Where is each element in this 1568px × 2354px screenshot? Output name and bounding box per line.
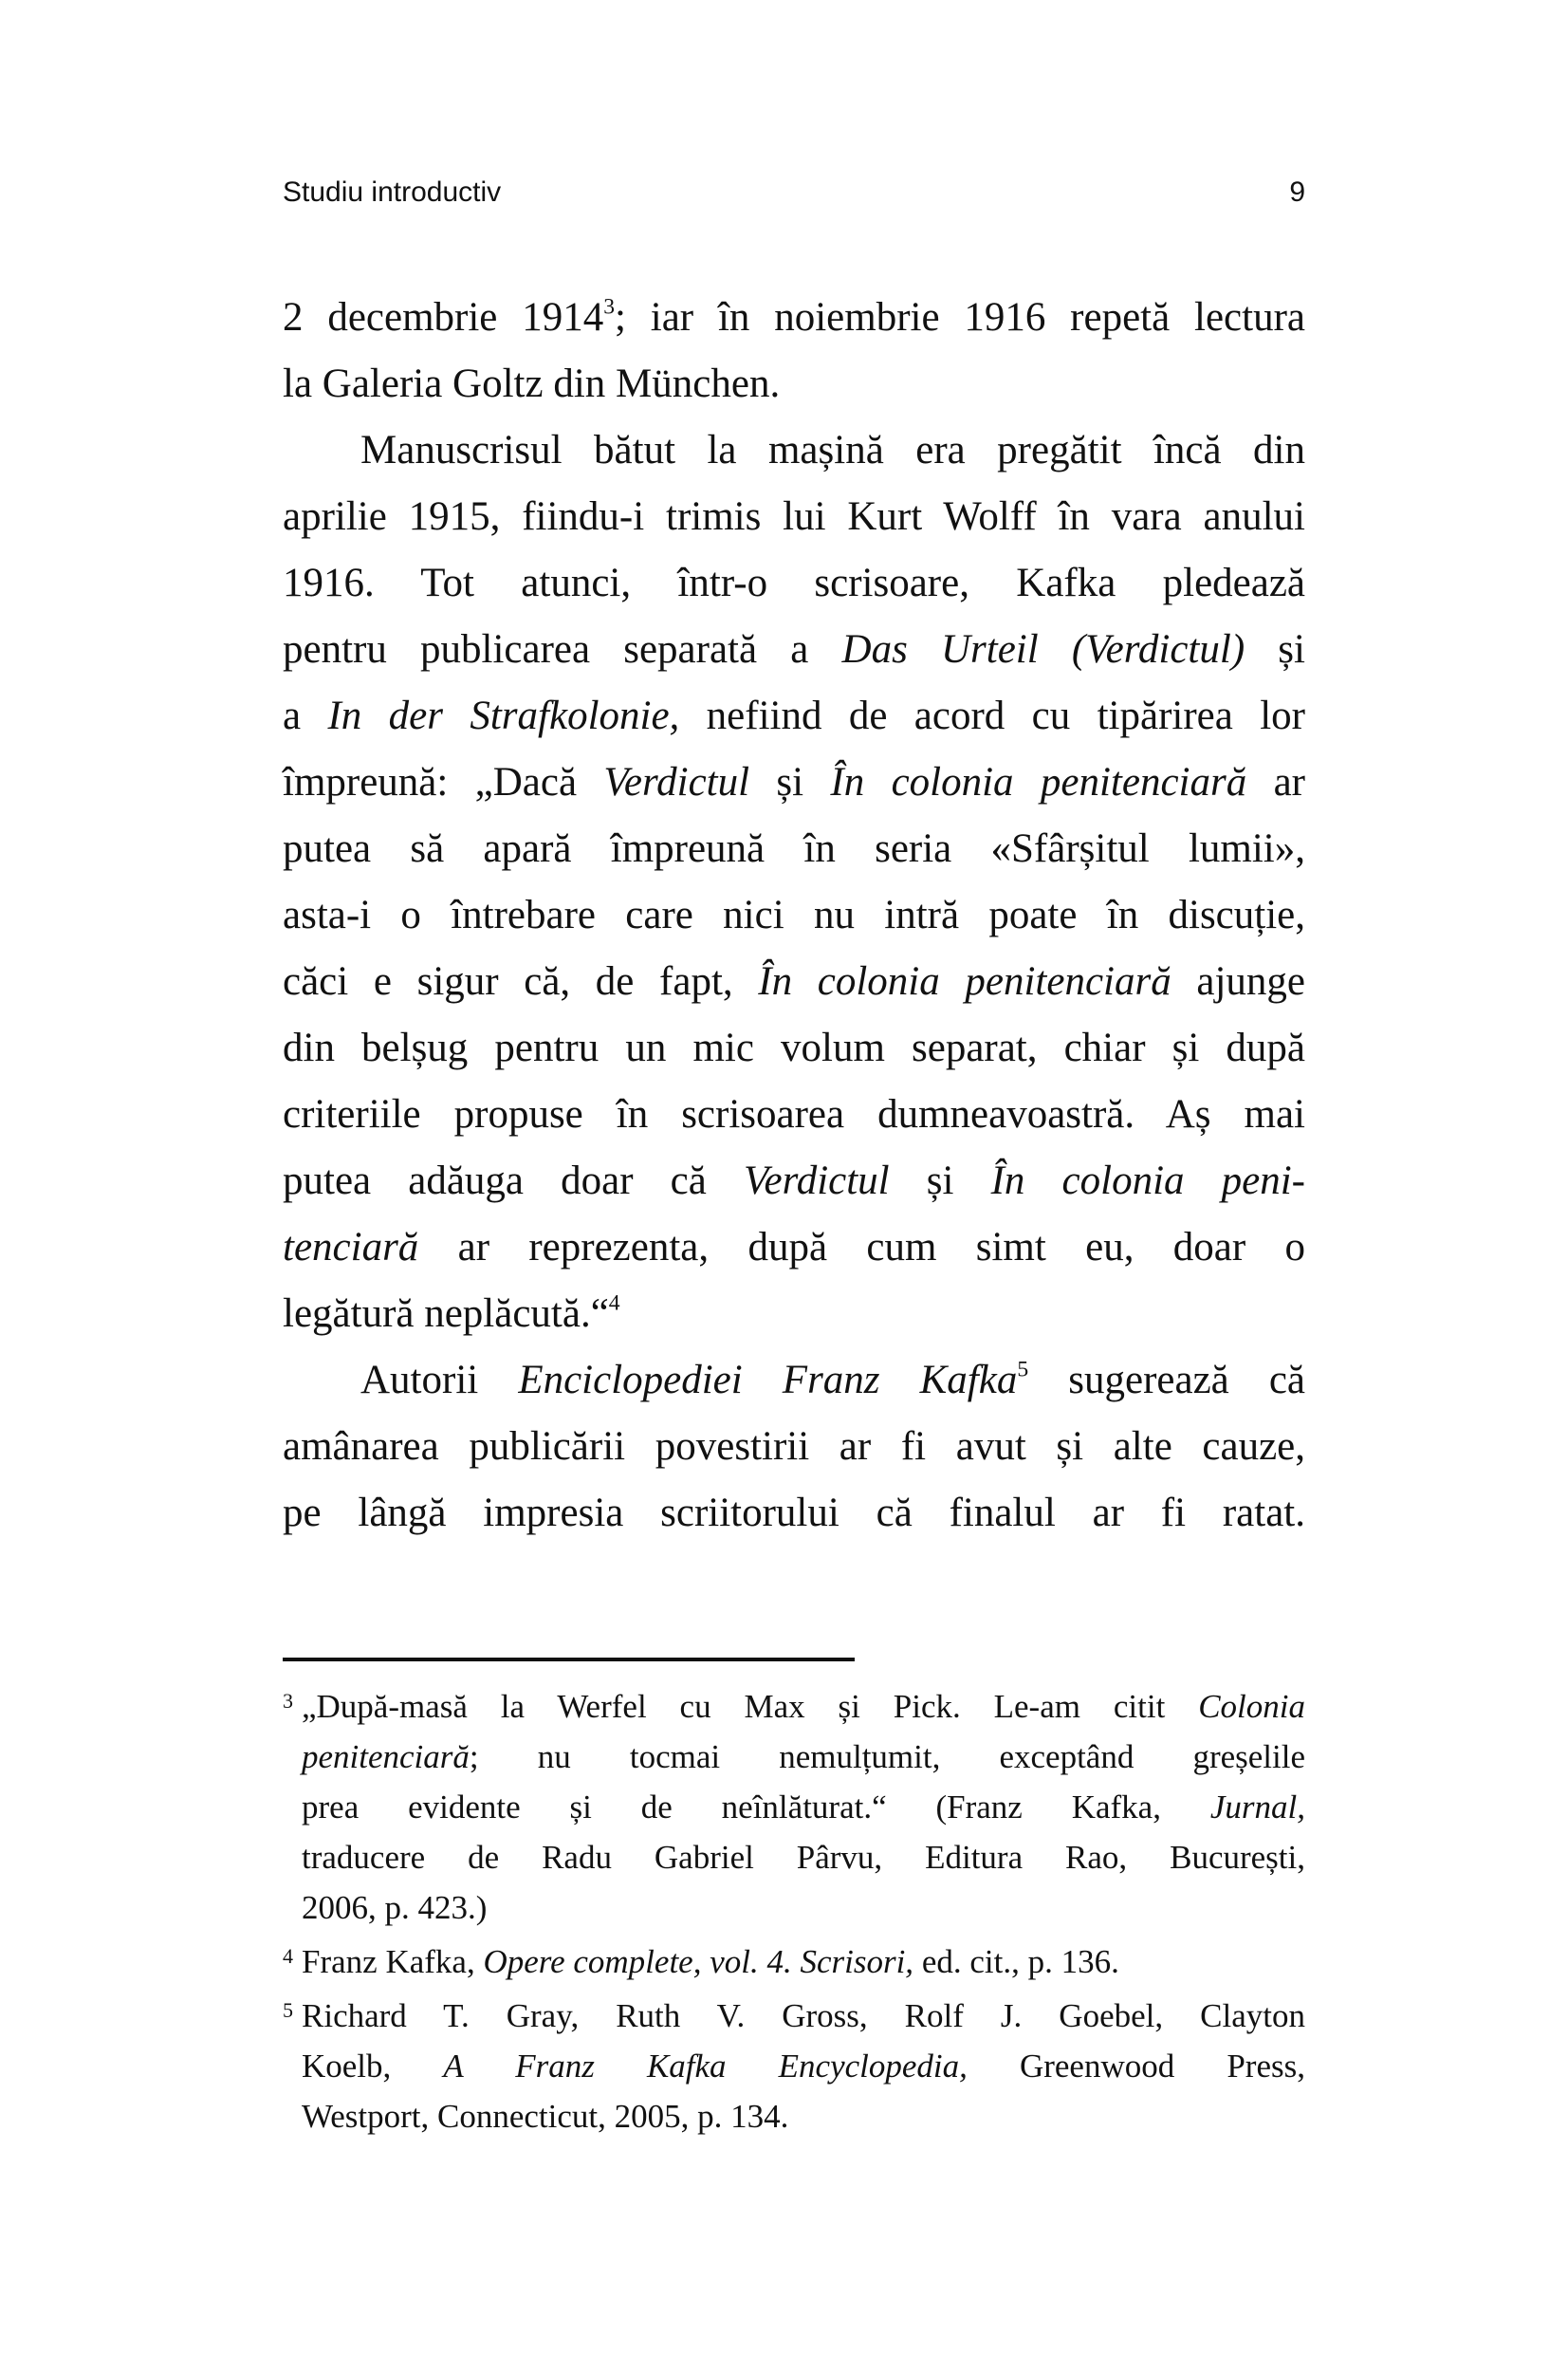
footnote-reference: 4 (608, 1290, 620, 1316)
text-run: legătură neplăcută.“ (283, 1291, 609, 1336)
footnote (283, 1937, 1305, 1987)
text-run: Richard T. Gray, Ruth V. Gross, Rolf J. Goebel, Clayton (302, 1997, 1305, 2034)
text-run: 2 decembrie 1914 (283, 295, 604, 340)
text-run: și (749, 760, 831, 805)
text-run: la Galeria Goltz din München. (283, 361, 781, 406)
footnote (283, 1681, 1305, 1933)
text-run: 1916. Tot atunci, într-o scrisoare, Kafka pledează (283, 561, 1305, 605)
text-run: nefiind de acord cu tipărirea lor (679, 694, 1305, 738)
italic-text: Verdictul (743, 1158, 890, 1203)
footnotes (283, 1681, 1305, 2145)
italic-text: Opere complete, vol. 4. Scrisori, (483, 1943, 914, 1980)
italic-text: In der Strafkolonie, (327, 694, 680, 738)
text-run: ed. cit., p. 136. (913, 1943, 1119, 1980)
text-run: ; iar în noiembrie 1916 repetă lectura (615, 295, 1305, 340)
text-run: Greenwood Press, (967, 2048, 1305, 2085)
text-line (283, 683, 1305, 750)
text-run: căci e sigur că, de fapt, (283, 959, 759, 1004)
text-run: Koelb, (302, 2048, 444, 2085)
text-run: 2006, p. 423.) (302, 1889, 488, 1926)
text-run: Manuscrisul bătut la mașină era pregătit încă din (360, 428, 1305, 473)
text-line (283, 351, 1305, 417)
footnote-line (302, 1782, 1305, 1832)
footnote-number: 5 (283, 1998, 293, 2022)
text-run: Franz Kafka, (302, 1943, 484, 1980)
text-line (283, 1082, 1305, 1148)
footnote-line (302, 1937, 1305, 1987)
text-run: „După-masă la Werfel cu Max și Pick. Le-am citit (302, 1688, 1199, 1725)
text-run: și (889, 1158, 991, 1203)
italic-text: A Franz Kafka Encyclopedia, (443, 2048, 968, 2085)
text-line (283, 550, 1305, 617)
footnote-number: 3 (283, 1689, 293, 1713)
text-line (283, 417, 1305, 484)
text-line (283, 750, 1305, 816)
footnote-number: 4 (283, 1944, 293, 1968)
text-line (283, 1015, 1305, 1082)
text-line (283, 1148, 1305, 1214)
text-line (283, 285, 1305, 351)
italic-text: În colonia penitenciară (758, 959, 1171, 1004)
text-run: traducere de Radu Gabriel Pârvu, Editura Rao, București, (302, 1839, 1305, 1876)
text-line (283, 1214, 1305, 1281)
text-run: împreună: „Dacă (283, 760, 604, 805)
running-header-title: Studiu introductiv (283, 176, 502, 208)
footnote-line (302, 1681, 1305, 1732)
italic-text: În colonia penitenciară (830, 760, 1247, 805)
text-line (283, 1281, 1305, 1347)
text-run: a (283, 694, 328, 738)
italic-text: Das Urteil (Verdictul) (841, 627, 1245, 672)
footnote (283, 1991, 1305, 2141)
text-run: amânarea publicării povestirii ar fi avut și alte cauze, (283, 1424, 1305, 1469)
footnote-line (302, 2041, 1305, 2091)
footnote-separator (283, 1658, 855, 1661)
italic-text: Colonia (1198, 1688, 1305, 1725)
text-line (283, 1347, 1305, 1414)
text-line (283, 882, 1305, 949)
body-text (283, 285, 1305, 1547)
footnote-line (302, 1882, 1305, 1933)
text-run: și (1245, 627, 1305, 672)
text-run: ajunge (1171, 959, 1305, 1004)
text-line (283, 1414, 1305, 1480)
footnote-reference: 3 (603, 294, 616, 320)
page-number: 9 (1289, 176, 1305, 208)
text-line (283, 484, 1305, 550)
running-header (283, 169, 1305, 216)
footnote-line (302, 1732, 1305, 1782)
text-line (283, 816, 1305, 882)
text-run: pe lângă impresia scriitorului că finalul ar fi ratat. (283, 1491, 1305, 1535)
text-run: ar (1246, 760, 1305, 805)
text-run: sugerează că (1028, 1358, 1306, 1402)
text-line (283, 1480, 1305, 1547)
italic-text: În colonia peni- (990, 1158, 1306, 1203)
text-run: Autorii (360, 1358, 519, 1402)
italic-text: tenciară (283, 1225, 419, 1270)
italic-text: penitenciară (302, 1738, 470, 1775)
text-run: ar reprezenta, după cum simt eu, doar o (418, 1225, 1305, 1270)
text-run: asta-i o întrebare care nici nu intră poate în discuție, (283, 893, 1305, 937)
text-run: putea să apară împreună în seria «Sfârșitul lumii», (283, 826, 1305, 871)
footnote-line (302, 1991, 1305, 2041)
text-line (283, 949, 1305, 1015)
text-run: prea evidente și de neînlăturat.“ (Franz Kafka, (302, 1789, 1210, 1826)
text-run: putea adăuga doar că (283, 1158, 744, 1203)
text-run: Westport, Connecticut, 2005, p. 134. (302, 2098, 789, 2135)
text-run: criteriile propuse în scrisoarea dumneavoastră. Aș mai (283, 1092, 1305, 1137)
footnote-line (302, 1832, 1305, 1882)
text-line (283, 617, 1305, 683)
text-run: pentru publicarea separată a (283, 627, 842, 672)
italic-text: Verdictul (603, 760, 750, 805)
text-run: ; nu tocmai nemulțumit, exceptând greșelile (469, 1738, 1305, 1775)
footnote-reference: 5 (1017, 1357, 1029, 1382)
italic-text: Jurnal, (1209, 1789, 1305, 1826)
italic-text: Enciclopediei Franz Kafka (518, 1358, 1018, 1402)
text-run: din belșug pentru un mic volum separat, chiar și după (283, 1026, 1305, 1070)
footnote-line (302, 2091, 1305, 2141)
text-run: aprilie 1915, fiindu-i trimis lui Kurt Wolff în vara anului (283, 494, 1305, 539)
